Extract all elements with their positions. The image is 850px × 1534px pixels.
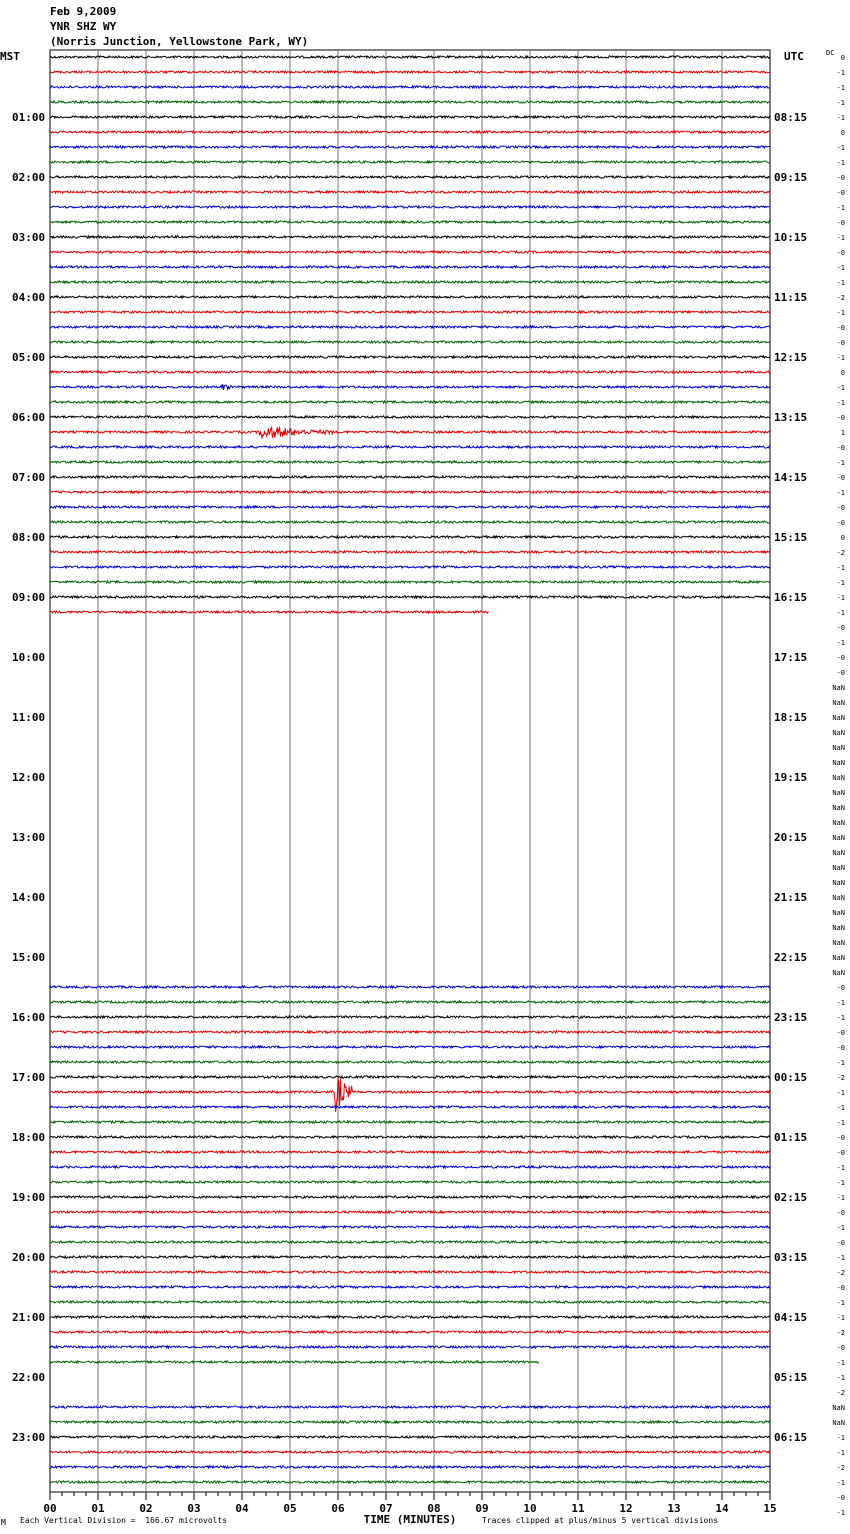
hour-label-mst: 21:00: [12, 1311, 46, 1324]
trace-line: [50, 191, 770, 193]
dc-offset-value: -0: [836, 1209, 845, 1217]
hour-label-utc: 10:15: [774, 231, 808, 244]
dc-offset-value: -1: [836, 1314, 845, 1322]
trace-line: [50, 446, 770, 448]
trace-line: [50, 581, 770, 583]
dc-offset-value: 0: [840, 369, 845, 377]
hour-label-mst: 07:00: [12, 471, 46, 484]
dc-offset-value: -1: [836, 99, 845, 107]
trace-line: [50, 1451, 770, 1453]
clip-note: Traces clipped at plus/minus 5 vertical divisions: [482, 1516, 719, 1525]
dc-offset-value: -0: [836, 249, 845, 257]
dc-offset-value: NaN: [832, 804, 845, 812]
x-tick-label: 06: [331, 1502, 345, 1515]
trace-line: [50, 1256, 770, 1258]
trace-line: [50, 236, 770, 238]
dc-offset-value: -0: [836, 669, 845, 677]
dc-offset-value: -0: [836, 174, 845, 182]
trace-line: [50, 1061, 770, 1063]
hour-label-utc: 13:15: [774, 411, 808, 424]
trace-line: [50, 1301, 770, 1303]
hour-label-mst: 17:00: [12, 1071, 46, 1084]
x-tick-label: 00: [43, 1502, 57, 1515]
dc-offset-value: -1: [836, 384, 845, 392]
dc-offset-value: 0: [840, 129, 845, 137]
dc-offset-value: -2: [836, 1329, 845, 1337]
hour-label-mst: 10:00: [12, 651, 46, 664]
dc-offset-value: -0: [836, 474, 845, 482]
hour-label-utc: 01:15: [774, 1131, 808, 1144]
dc-offset-value: -1: [836, 999, 845, 1007]
dc-offset-value: -0: [836, 519, 845, 527]
dc-offset-value: -0: [836, 1284, 845, 1292]
dc-offset-value: NaN: [832, 879, 845, 887]
hour-label-mst: 12:00: [12, 771, 46, 784]
trace-line: [50, 986, 770, 988]
utc-label: UTC: [784, 50, 804, 63]
hour-label-mst: 04:00: [12, 291, 46, 304]
dc-offset-value: NaN: [832, 1404, 845, 1412]
dc-offset-value: NaN: [832, 849, 845, 857]
trace-line: [50, 401, 770, 403]
dc-offset-value: -1: [836, 1374, 845, 1382]
dc-offset-value: -1: [836, 564, 845, 572]
trace-line: [50, 311, 770, 313]
hour-label-utc: 04:15: [774, 1311, 808, 1324]
hour-label-mst: 05:00: [12, 351, 46, 364]
dc-offset-value: NaN: [832, 1419, 845, 1427]
trace-line: [50, 1331, 770, 1333]
dc-offset-value: NaN: [832, 834, 845, 842]
dc-offset-value: -1: [836, 354, 845, 362]
dc-offset-value: -2: [836, 294, 845, 302]
dc-offset-value: NaN: [832, 789, 845, 797]
trace-line: [50, 1121, 770, 1123]
trace-line: [50, 416, 770, 418]
hour-label-utc: 03:15: [774, 1251, 808, 1264]
dc-offset-value: -1: [836, 114, 845, 122]
x-tick-label: 07: [379, 1502, 393, 1515]
hour-label-utc: 20:15: [774, 831, 808, 844]
dc-offset-value: -1: [836, 594, 845, 602]
dc-offset-value: -0: [836, 624, 845, 632]
trace-line: [50, 1286, 770, 1288]
dc-offset-value: -1: [836, 1449, 845, 1457]
dc-offset-value: NaN: [832, 774, 845, 782]
x-tick-label: 13: [667, 1502, 681, 1515]
trace-line: [50, 176, 770, 178]
dc-offset-value: -1: [836, 639, 845, 647]
dc-offset-value: -1: [836, 1014, 845, 1022]
trace-line: [50, 146, 770, 148]
hour-label-mst: 01:00: [12, 111, 46, 124]
trace-line: [50, 1346, 770, 1348]
hour-label-utc: 21:15: [774, 891, 808, 904]
dc-offset-value: -1: [836, 1299, 845, 1307]
hour-label-mst: 02:00: [12, 171, 46, 184]
trace-line: [50, 384, 770, 390]
hour-label-utc: 05:15: [774, 1371, 808, 1384]
dc-offset-value: -1: [836, 1089, 845, 1097]
trace-line: [50, 206, 770, 208]
dc-offset-value: -2: [836, 1464, 845, 1472]
dc-offset-value: -1: [836, 399, 845, 407]
hour-label-utc: 17:15: [774, 651, 808, 664]
trace-line: [50, 551, 770, 553]
hour-label-utc: 02:15: [774, 1191, 808, 1204]
hour-label-utc: 11:15: [774, 291, 808, 304]
hour-label-mst: 09:00: [12, 591, 46, 604]
dc-offset-value: -0: [836, 1239, 845, 1247]
dc-offset-value: 0: [840, 534, 845, 542]
dc-offset-value: NaN: [832, 924, 845, 932]
trace-line: [50, 1271, 770, 1273]
dc-offset-value: -1: [836, 1479, 845, 1487]
trace-line: [50, 1421, 770, 1423]
trace-line: [50, 1031, 770, 1033]
dc-offset-value: -1: [836, 69, 845, 77]
hour-label-mst: 11:00: [12, 711, 46, 724]
trace-line: [50, 356, 770, 358]
trace-line: [50, 266, 770, 268]
dc-offset-value: -2: [836, 1074, 845, 1082]
dc-offset-value: -1: [836, 279, 845, 287]
dc-offset-value: -2: [836, 1389, 845, 1397]
dc-offset-value: -0: [836, 1029, 845, 1037]
dc-offset-value: NaN: [832, 744, 845, 752]
trace-line: [50, 1436, 770, 1438]
dc-offset-value: -1: [836, 309, 845, 317]
trace-line: [50, 536, 770, 538]
dc-offset-value: -1: [836, 234, 845, 242]
hour-label-utc: 16:15: [774, 591, 808, 604]
trace-line: [50, 221, 770, 223]
dc-offset-value: -1: [836, 1164, 845, 1172]
dc-offset-value: 0: [840, 54, 845, 62]
dc-offset-value: -0: [836, 504, 845, 512]
trace-line: [50, 131, 770, 133]
hour-label-utc: 14:15: [774, 471, 808, 484]
x-tick-label: 05: [283, 1502, 297, 1515]
dc-offset-value: -0: [836, 339, 845, 347]
trace-line: [50, 296, 770, 298]
mst-label: MST: [0, 50, 20, 63]
x-tick-label: 02: [139, 1502, 153, 1515]
trace-line: [50, 56, 770, 58]
hour-label-mst: 18:00: [12, 1131, 46, 1144]
trace-line: [50, 1196, 770, 1198]
trace-line: [50, 461, 770, 463]
dc-offset-value: NaN: [832, 729, 845, 737]
dc-offset-value: 1: [840, 429, 845, 437]
dc-offset-value: -1: [836, 1434, 845, 1442]
trace-line: [50, 476, 770, 478]
hour-label-utc: 00:15: [774, 1071, 808, 1084]
dc-offset-value: -0: [836, 1344, 845, 1352]
dc-label: DC: [826, 49, 835, 57]
dc-offset-value: -1: [836, 579, 845, 587]
dc-offset-value: NaN: [832, 714, 845, 722]
dc-offset-value: -1: [836, 204, 845, 212]
dc-offset-value: NaN: [832, 954, 845, 962]
dc-offset-value: -0: [836, 1044, 845, 1052]
hour-label-mst: 14:00: [12, 891, 46, 904]
x-tick-label: 09: [475, 1502, 489, 1515]
dc-offset-value: -0: [836, 219, 845, 227]
trace-line: [50, 371, 770, 373]
dc-offset-value: -1: [836, 1059, 845, 1067]
trace-line: [50, 427, 770, 438]
hour-label-utc: 18:15: [774, 711, 808, 724]
trace-line: [50, 1406, 770, 1408]
x-axis-label: TIME (MINUTES): [363, 1513, 457, 1526]
x-tick-label: 04: [235, 1502, 249, 1515]
dc-offset-value: NaN: [832, 909, 845, 917]
dc-offset-value: NaN: [832, 864, 845, 872]
trace-line: [50, 1151, 770, 1153]
trace-line: [50, 506, 770, 508]
trace-line: [50, 1136, 770, 1138]
trace-line: [50, 1001, 770, 1003]
dc-offset-value: -2: [836, 549, 845, 557]
dc-offset-value: -1: [836, 159, 845, 167]
trace-line: [50, 521, 770, 523]
dc-offset-value: -1: [836, 489, 845, 497]
x-tick-label: 01: [91, 1502, 105, 1515]
dc-offset-value: NaN: [832, 969, 845, 977]
x-tick-label: 08: [427, 1502, 441, 1515]
x-tick-label: 12: [619, 1502, 633, 1515]
dc-offset-value: NaN: [832, 819, 845, 827]
trace-line: [50, 1481, 770, 1483]
dc-offset-value: -0: [836, 414, 845, 422]
trace-line: [50, 1076, 770, 1078]
dc-offset-value: NaN: [832, 699, 845, 707]
dc-offset-value: -1: [836, 1254, 845, 1262]
trace-line: [50, 566, 770, 568]
dc-offset-value: NaN: [832, 759, 845, 767]
dc-offset-value: NaN: [832, 894, 845, 902]
dc-offset-value: -0: [836, 984, 845, 992]
hour-label-utc: 19:15: [774, 771, 808, 784]
dc-offset-value: -1: [836, 1359, 845, 1367]
hour-label-mst: 19:00: [12, 1191, 46, 1204]
trace-line: [50, 326, 770, 328]
scale-note: Each Vertical Division = 166.67 microvolts: [20, 1516, 228, 1525]
trace-line: [50, 1016, 770, 1018]
dc-offset-value: -1: [836, 1224, 845, 1232]
hour-label-mst: 16:00: [12, 1011, 46, 1024]
hour-label-mst: 03:00: [12, 231, 46, 244]
hour-label-utc: 15:15: [774, 531, 808, 544]
trace-line: [50, 1241, 770, 1243]
dc-offset-value: NaN: [832, 939, 845, 947]
hour-label-mst: 20:00: [12, 1251, 46, 1264]
dc-offset-value: -1: [836, 1194, 845, 1202]
x-tick-label: 03: [187, 1502, 201, 1515]
plot-date: Feb 9,2009: [50, 5, 117, 18]
trace-line: [50, 1466, 770, 1468]
trace-line: [50, 251, 770, 253]
hour-label-utc: 08:15: [774, 111, 808, 124]
hour-label-mst: 23:00: [12, 1431, 46, 1444]
x-tick-label: 14: [715, 1502, 729, 1515]
hour-label-mst: 06:00: [12, 411, 46, 424]
x-tick-label: 15: [763, 1502, 777, 1515]
dc-offset-value: -0: [836, 189, 845, 197]
trace-line: [50, 281, 770, 283]
trace-line: [50, 1166, 770, 1168]
dc-offset-value: -1: [836, 1179, 845, 1187]
trace-line: [50, 1361, 539, 1363]
hour-label-utc: 22:15: [774, 951, 808, 964]
dc-offset-value: -1: [836, 144, 845, 152]
dc-offset-value: -0: [836, 1494, 845, 1502]
trace-line: [50, 1046, 770, 1048]
station-code: YNR SHZ WY: [50, 20, 117, 33]
trace-line: [50, 1181, 770, 1183]
hour-label-utc: 06:15: [774, 1431, 808, 1444]
station-location: (Norris Junction, Yellowstone Park, WY): [50, 35, 309, 48]
dc-offset-value: NaN: [832, 684, 845, 692]
hour-label-utc: 23:15: [774, 1011, 808, 1024]
dc-offset-value: -1: [836, 84, 845, 92]
dc-offset-value: -0: [836, 1134, 845, 1142]
hour-label-mst: 15:00: [12, 951, 46, 964]
trace-line: [50, 341, 770, 343]
dc-offset-value: -0: [836, 1149, 845, 1157]
dc-offset-value: -2: [836, 1269, 845, 1277]
trace-line: [50, 116, 770, 118]
trace-line: [50, 71, 770, 73]
dc-offset-value: -1: [836, 1119, 845, 1127]
corner-mark: M: [1, 1518, 6, 1527]
trace-line: [50, 491, 770, 493]
trace-line: [50, 1106, 770, 1108]
dc-offset-value: -0: [836, 654, 845, 662]
dc-offset-value: -0: [836, 444, 845, 452]
dc-offset-value: -1: [836, 264, 845, 272]
trace-line: [50, 1316, 770, 1318]
hour-label-utc: 12:15: [774, 351, 808, 364]
hour-label-utc: 09:15: [774, 171, 808, 184]
trace-line: [50, 1226, 770, 1228]
trace-line: [50, 161, 770, 163]
x-tick-label: 10: [523, 1502, 537, 1515]
dc-offset-value: -1: [836, 1104, 845, 1112]
trace-line: [50, 86, 770, 88]
hour-label-mst: 08:00: [12, 531, 46, 544]
trace-line: [50, 101, 770, 103]
dc-offset-value: -1: [836, 459, 845, 467]
dc-offset-value: -1: [836, 1509, 845, 1517]
trace-line: [50, 596, 770, 598]
hour-label-mst: 13:00: [12, 831, 46, 844]
hour-label-mst: 22:00: [12, 1371, 46, 1384]
trace-line: [50, 611, 488, 613]
x-tick-label: 11: [571, 1502, 585, 1515]
dc-offset-value: -1: [836, 609, 845, 617]
dc-offset-value: -0: [836, 324, 845, 332]
trace-line: [50, 1211, 770, 1213]
